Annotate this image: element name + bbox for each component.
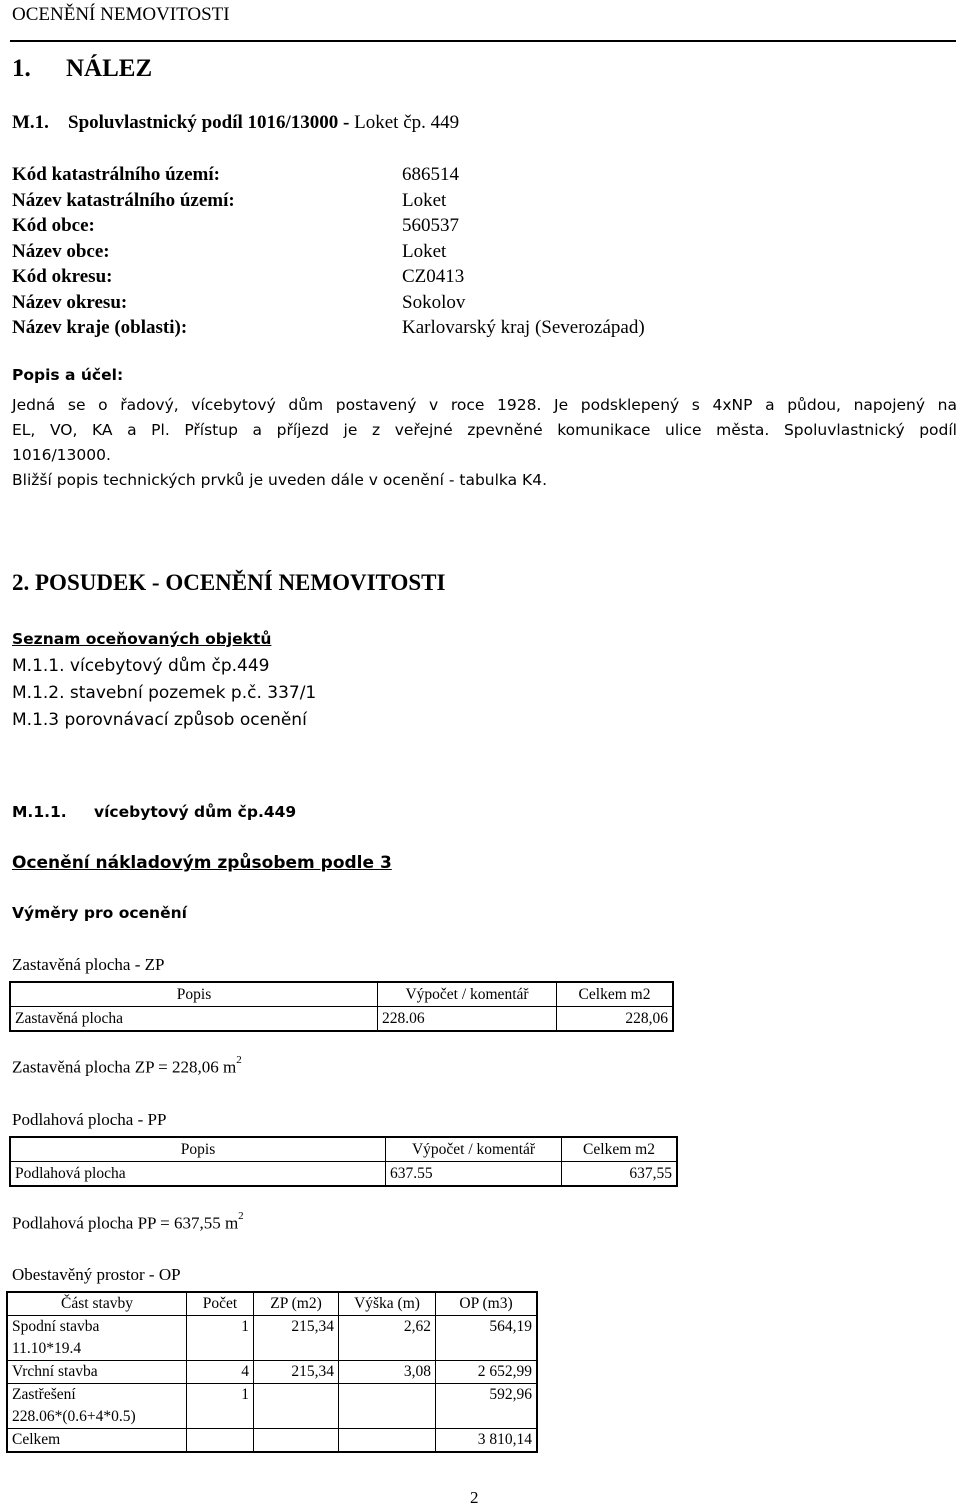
op-header-pocet: Počet: [187, 1292, 254, 1316]
section-2-heading: 2. POSUDEK - OCENĚNÍ NEMOVITOSTI: [12, 570, 446, 595]
popis-line: Jedná se o řadový, vícebytový dům postavený v roce 1928. Je podsklepený s 4xNP a půdou, napojený na: [12, 396, 957, 414]
section-1-title: NÁLEZ: [66, 55, 153, 82]
pp-header-vypocet: Výpočet / komentář: [386, 1137, 562, 1162]
op-row-vrchni: [7, 1361, 537, 1384]
info-value: Loket: [402, 189, 447, 211]
zp-header-popis: Popis: [10, 982, 378, 1007]
document-header-title: OCENĚNÍ NEMOVITOSTI: [12, 4, 230, 25]
m11-number: M.1.1.: [12, 803, 67, 821]
m1-title: Spoluvlastnický podíl 1016/13000 -: [68, 112, 355, 133]
zp-formula: [12, 1054, 242, 1078]
op-cell-sub: 11.10*19.4: [7, 1338, 187, 1361]
m1-title-rest: Loket čp. 449: [354, 112, 460, 133]
op-cell-vyska: 2,62: [339, 1316, 436, 1339]
page-number: 2: [470, 1488, 479, 1507]
op-cell-sub: 228.06*(0.6+4*0.5): [7, 1406, 187, 1429]
info-row: [12, 315, 645, 341]
pp-header-celkem: Celkem m2: [562, 1137, 678, 1162]
zp-heading: Zastavěná plocha - ZP: [12, 955, 165, 974]
op-row-spodni-sub: [7, 1338, 537, 1361]
info-row: [12, 188, 645, 214]
seznam-item: M.1.2. stavební pozemek p.č. 337/1: [12, 683, 317, 703]
oceneni-heading: Ocenění nákladovým způsobem podle 3: [12, 853, 392, 873]
op-cell-pocet: 4: [187, 1361, 254, 1384]
op-cell-pocet: 1: [187, 1316, 254, 1339]
op-table: [6, 1291, 538, 1453]
info-row: [12, 290, 645, 316]
m11-heading: [12, 803, 296, 821]
op-row-zastreseni-sub: [7, 1406, 537, 1429]
op-cell-name: Spodní stavba: [7, 1316, 187, 1339]
property-info: [12, 162, 645, 341]
op-cell-op: 3 810,14: [436, 1429, 538, 1453]
pp-heading: Podlahová plocha - PP: [12, 1110, 167, 1129]
zp-table: [9, 981, 674, 1032]
op-cell-name: Vrchní stavba: [7, 1361, 187, 1384]
op-header-op: OP (m3): [436, 1292, 538, 1316]
info-value: 686514: [402, 164, 459, 185]
info-label: Název katastrálního území:: [12, 189, 235, 211]
pp-formula-text: Podlahová plocha PP = 637,55 m: [12, 1213, 239, 1233]
op-cell-zp: 215,34: [254, 1316, 339, 1339]
op-cell-zp: 215,34: [254, 1361, 339, 1384]
info-label: Kód okresu:: [12, 266, 113, 287]
popis-text: [12, 393, 957, 493]
info-label: Kód obce:: [12, 215, 95, 236]
op-cell-op: 2 652,99: [436, 1361, 538, 1384]
popis-heading: Popis a účel:: [12, 366, 124, 384]
info-label: Název okresu:: [12, 291, 128, 313]
vymery-heading: Výměry pro ocenění: [12, 904, 187, 922]
op-cell-name: Zastřešení: [7, 1384, 187, 1407]
zp-row-vypocet: 228.06: [378, 1007, 557, 1032]
op-row-spodni: [7, 1316, 537, 1339]
pp-formula-sup: 2: [238, 1210, 244, 1222]
info-row: [12, 213, 645, 239]
zp-header-vypocet: Výpočet / komentář: [378, 982, 557, 1007]
seznam-item: M.1.1. vícebytový dům čp.449: [12, 656, 270, 676]
op-row-zastreseni: [7, 1384, 537, 1407]
pp-row-celkem: 637,55: [562, 1162, 678, 1187]
op-cell-name: Celkem: [7, 1429, 187, 1453]
zp-row-popis: Zastavěná plocha: [10, 1007, 378, 1032]
op-cell-pocet: 1: [187, 1384, 254, 1407]
info-value: Loket: [402, 240, 447, 262]
op-cell-vyska: 3,08: [339, 1361, 436, 1384]
op-header-zp: ZP (m2): [254, 1292, 339, 1316]
m11-title: vícebytový dům čp.449: [94, 803, 297, 821]
m1-number: M.1.: [12, 112, 49, 133]
info-row: [12, 239, 645, 265]
zp-formula-sup: 2: [236, 1054, 242, 1066]
zp-row-celkem: 228,06: [557, 1007, 674, 1032]
zp-formula-text: Zastavěná plocha ZP = 228,06 m: [12, 1057, 237, 1077]
op-heading: Obestavěný prostor - OP: [12, 1265, 181, 1284]
info-label: Název kraje (oblasti):: [12, 317, 188, 338]
info-label: Kód katastrálního území:: [12, 164, 220, 185]
pp-formula: [12, 1210, 244, 1234]
info-row: [12, 264, 645, 290]
pp-row-vypocet: 637.55: [386, 1162, 562, 1187]
op-row-celkem: [7, 1429, 537, 1453]
op-header-vyska: Výška (m): [339, 1292, 436, 1316]
info-value: Karlovarský kraj (Severozápad): [402, 317, 645, 338]
info-value: Sokolov: [402, 291, 466, 313]
pp-header-popis: Popis: [10, 1137, 386, 1162]
seznam-item: M.1.3 porovnávací způsob ocenění: [12, 710, 307, 730]
header-rule: [10, 40, 956, 42]
popis-line: Bližší popis technických prvků je uveden dále v ocenění - tabulka K4.: [12, 471, 548, 489]
pp-table: [9, 1136, 678, 1187]
info-row: [12, 162, 645, 188]
popis-line: 1016/13000.: [12, 446, 111, 464]
popis-line: EL, VO, KA a Pl. Přístup a příjezd je z veřejné zpevněné komunikace ulice města. Spoluvlastnický podíl: [12, 421, 957, 439]
m1-heading: [12, 112, 459, 134]
info-value: CZ0413: [402, 266, 465, 287]
info-label: Název obce:: [12, 240, 110, 262]
info-value: 560537: [402, 215, 459, 236]
op-cell-op: 564,19: [436, 1316, 538, 1339]
pp-row-popis: Podlahová plocha: [10, 1162, 386, 1187]
op-cell-op: 592,96: [436, 1384, 538, 1407]
seznam-heading: Seznam oceňovaných objektů: [12, 630, 272, 648]
section-1-number: 1.: [12, 55, 31, 82]
zp-header-celkem: Celkem m2: [557, 982, 674, 1007]
op-header-cast: Část stavby: [7, 1292, 187, 1316]
section-1-heading: [12, 55, 152, 83]
